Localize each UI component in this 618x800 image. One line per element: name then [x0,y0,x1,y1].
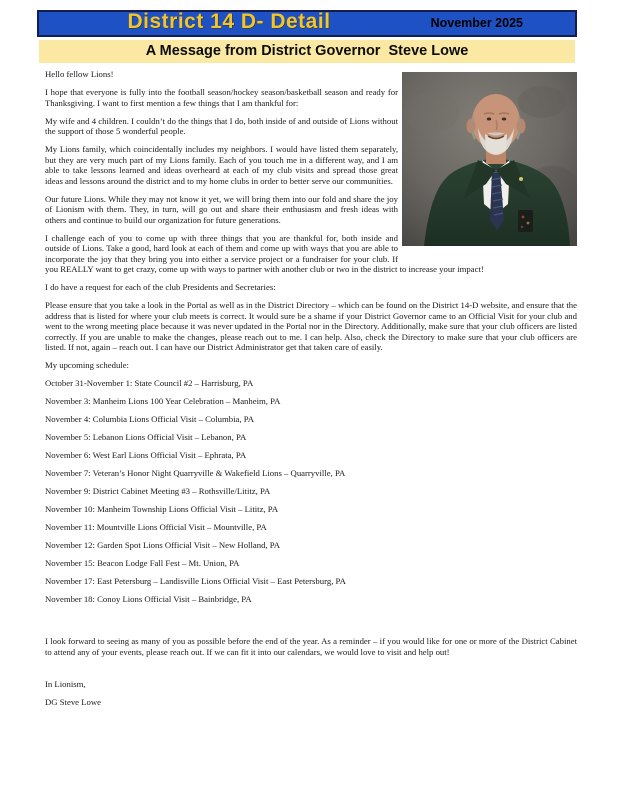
closing-paragraph: I look forward to seeing as many of you as possible before the end of the year. As a reminder – if you would like for one or more of the District Cabinet to attend any of your events, please reach out. If we can fit it into our calendars, we would love to visit and help out! [45,636,577,657]
schedule-item: November 3: Manheim Lions 100 Year Celebration – Manheim, PA [45,396,281,406]
spacer [45,665,577,679]
letter-paragraph-request-intro: I do have a request for each of the club Presidents and Secretaries: [45,282,276,292]
schedule-item: November 6: West Earl Lions Official Visit – Ephrata, PA [45,450,247,460]
signature-block [45,679,577,708]
spacer [45,612,577,636]
schedule-item: November 11: Mountville Lions Official Visit – Mountville, PA [45,522,267,532]
letter-paragraph-challenge: I challenge each of you to come up with three things that you are thankful for, both inside and outside of Lions. Take a good, hard look at each of them and come up with ways that you are able to incorporate the joy that they bring you into either a service project or a fundraiser for your club. If you REALLY want to get crazy, come up with ways to partner with another club or two in the district to increase your impact! [45,232,484,274]
schedule-item: November 15: Beacon Lodge Fall Fest – Mt. Union, PA [45,558,240,568]
letter-greeting: Hello fellow Lions! [45,69,114,79]
schedule-item: November 9: District Cabinet Meeting #3 – Rothsville/Lititz, PA [45,486,271,496]
letter-paragraph-future-lions: Our future Lions. While they may not know it yet, we will bring them into our fold and share the joy of Lionism with them. They, in turn, will go out and share their enthusiasm and fresh ideas with others and continue to build our organization for future generations. [45,193,398,225]
masthead-bar [37,10,577,37]
letter-paragraph-thankful: I hope that everyone is fully into the football season/hockey season/basketball season and ready for Thanksgiving. I want to first mention a few things that I am thankful for: [45,87,398,108]
schedule-item: November 4: Columbia Lions Official Visit – Columbia, PA [45,414,255,424]
letter-paragraph-portal-directory: Please ensure that you take a look in the Portal as well as in the District Directory – which can be found on the District 14-D website, and ensure that the address that is listed for where your club meets is correct. It would sure be a shame if your District Governor came to an Official Visit for your club and went to the wrong meeting place because it was never updated in the Portal nor in the Directory. Additionally, make sure that your club officers are listed correctly. If you are unable to make the changes, please reach out to me. I can help. Also, check the Directory to make sure that your club officers are listed. If not, again – reach out. I can have our District Administrator get that taken care of easily. [45,300,577,352]
banner-title: A Message from District Governor Steve Lowe [145,43,469,59]
governor-portrait-illustration [402,72,577,246]
masthead-title: District 14 D- Detail [127,10,331,33]
schedule-item: November 5: Lebanon Lions Official Visit – Lebanon, PA [45,432,247,442]
letter-body [45,69,577,715]
valediction: In Lionism, [45,678,86,689]
governor-photo [402,72,577,246]
letter-paragraph-lions-family: My Lions family, which coincidentally includes my neighbors. I would have listed them separately, but they are very much part of my Lions family. Each of you touch me in a different way, and I am able to take lessons learned and ideas overheard at each of my club visits and spread those great ideas and lessons around the district and to my home clubs in order to better serve our communities. [45,144,398,186]
schedule-item: October 31-November 1: State Council #2 – Harrisburg, PA [45,378,254,388]
schedule-item: November 7: Veteran’s Honor Night Quarryville & Wakefield Lions – Quarryville, PA [45,468,346,478]
letter-paragraph-family: My wife and 4 children. I couldn’t do the things that I do, both inside of and outside of Lions without the support of those 5 wonderful people. [45,115,398,136]
schedule-item: November 10: Manheim Township Lions Official Visit – Lititz, PA [45,504,279,514]
masthead-issue-date: November 2025 [430,16,523,30]
signature: DG Steve Lowe [45,696,101,707]
schedule-heading: My upcoming schedule: [45,360,129,370]
schedule-item: November 17: East Petersburg – Landisville Lions Official Visit – East Petersburg, PA [45,576,346,586]
schedule-item: November 12: Garden Spot Lions Official Visit – New Holland, PA [45,540,281,550]
schedule-item: November 18: Conoy Lions Official Visit – Bainbridge, PA [45,594,252,604]
banner-bar [39,40,575,63]
